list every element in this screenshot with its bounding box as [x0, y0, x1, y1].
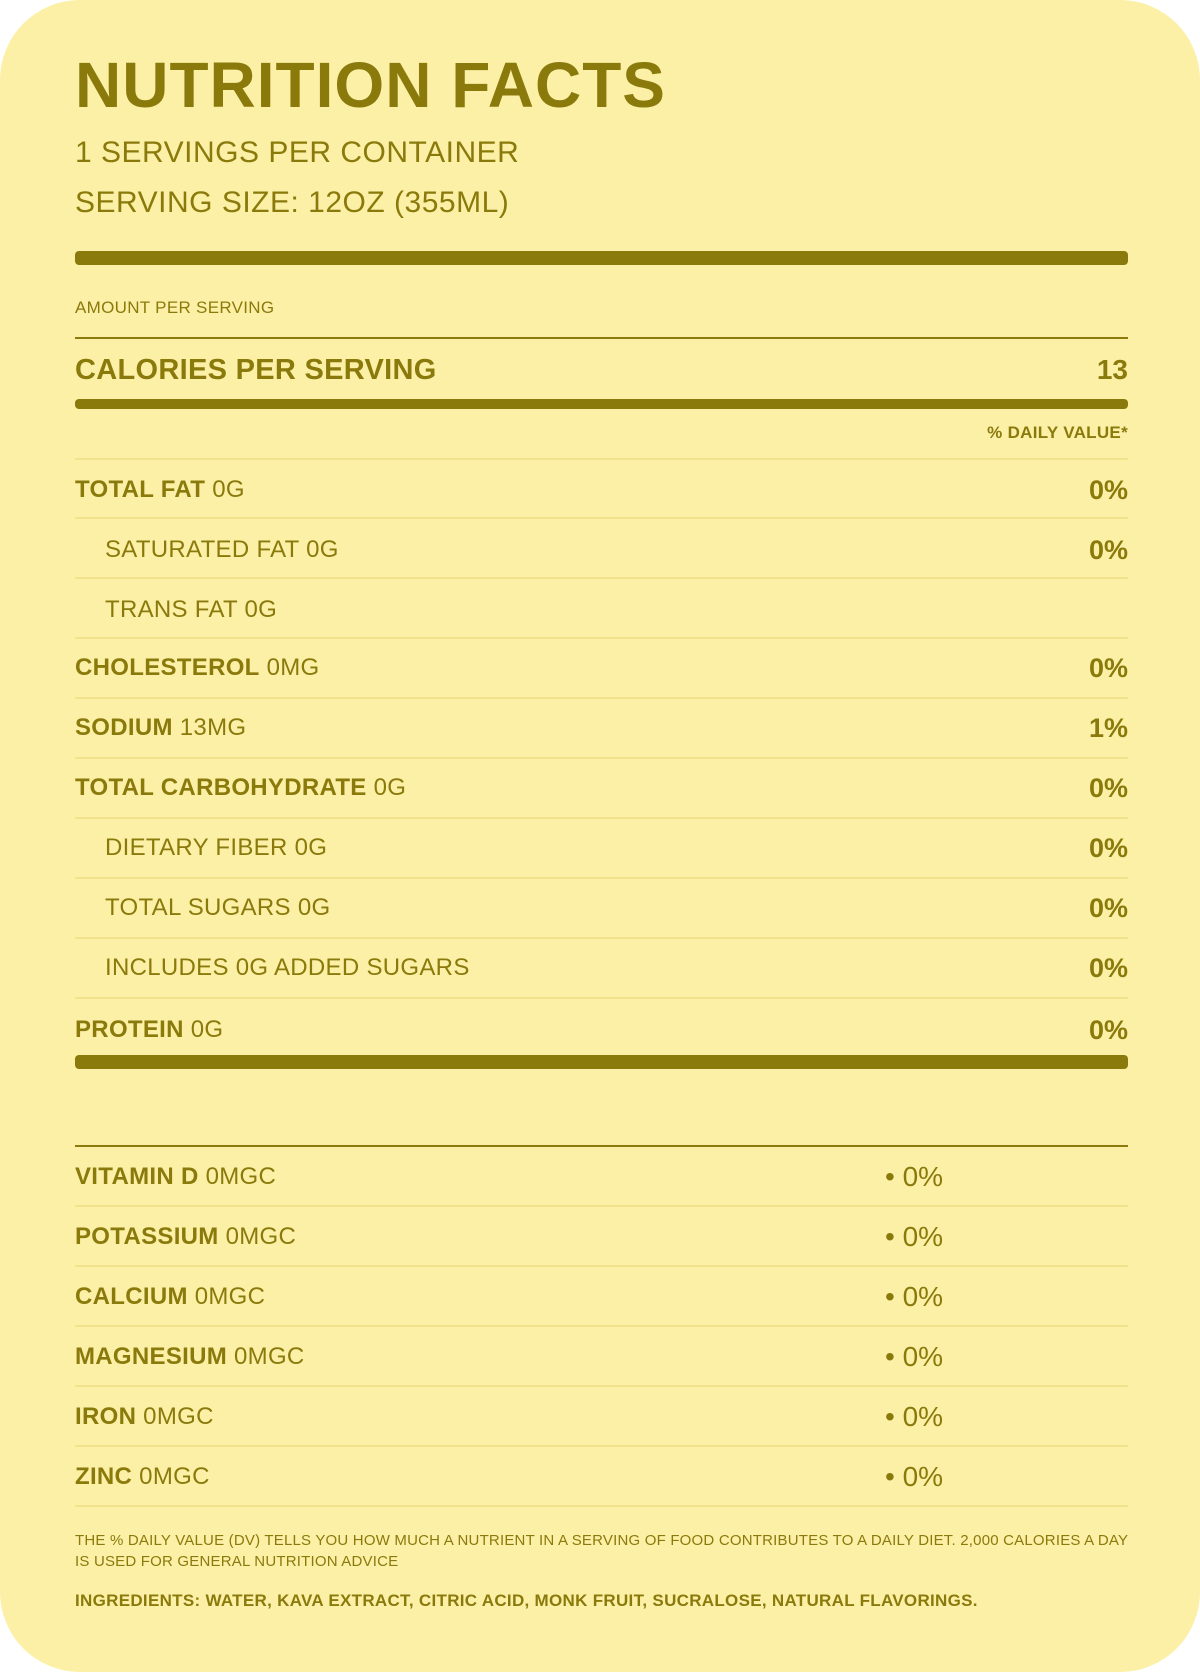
nutrient-dv: 0% [1088, 652, 1128, 683]
nutrient-amount: 0G [297, 894, 331, 921]
medium-divider [75, 399, 1128, 409]
row-divider [75, 1205, 1128, 1207]
vitamin-amount: 0MGC [194, 1283, 266, 1310]
calories-value: 13 [1096, 354, 1128, 385]
vitamin-dv: • 0% [885, 1221, 944, 1252]
nutrient-name: PROTEIN [75, 1016, 184, 1043]
calories-label: CALORIES PER SERVING [75, 353, 437, 386]
row-divider [75, 1325, 1128, 1327]
nutrient-row-dietary-fiber [75, 828, 1128, 868]
nutrient-dv: 1% [1088, 712, 1128, 743]
nutrient-name: INCLUDES 0G ADDED SUGARS [105, 954, 470, 981]
thick-divider [75, 1055, 1128, 1069]
divider [75, 1145, 1128, 1147]
row-divider [75, 1505, 1128, 1507]
nutrient-row-protein [75, 1010, 1128, 1050]
row-divider [75, 1445, 1128, 1447]
vitamin-row [75, 1217, 1128, 1257]
vitamin-amount: 0MGC [234, 1343, 305, 1370]
ingredients-list: INGREDIENTS: WATER, KAVA EXTRACT, CITRIC ACID, MONK FRUIT, SUCRALOSE, NATURAL FLAVORINGS. [75, 1591, 978, 1610]
row-divider [75, 458, 1128, 460]
nutrient-dv: 0% [1088, 892, 1128, 923]
nutrient-dv: 0% [1088, 474, 1128, 505]
amount-per-serving-label: AMOUNT PER SERVING [75, 298, 275, 317]
label-title: NUTRITION FACTS [75, 49, 666, 121]
vitamin-dv: • 0% [885, 1341, 944, 1372]
nutrient-amount: 0G [294, 834, 328, 861]
nutrient-amount: 0G [212, 476, 245, 503]
nutrient-name: TOTAL CARBOHYDRATE [75, 774, 367, 801]
vitamin-amount: 0MGC [139, 1463, 210, 1490]
nutrient-dv: 0% [1088, 534, 1128, 565]
nutrient-name: TRANS FAT [105, 596, 238, 623]
nutrient-amount: 0G [306, 536, 339, 563]
nutrient-amount: 0G [190, 1016, 224, 1043]
daily-value-footnote: THE % DAILY VALUE (DV) TELLS YOU HOW MUCH A NUTRIENT IN A SERVING OF FOOD CONTRIBUTES TO A DAILY DIET. 2,000 CALORIES A DAY IS USED FOR GENERAL NUTRITION ADVICE [75, 1532, 1128, 1570]
nutrient-name: DIETARY FIBER [105, 834, 288, 861]
calories-row [75, 350, 1128, 390]
vitamin-name: MAGNESIUM [75, 1343, 228, 1370]
nutrient-amount: 0G [244, 596, 278, 623]
vitamin-name: VITAMIN D [75, 1163, 199, 1190]
vitamin-dv: • 0% [885, 1461, 944, 1492]
vitamin-name: POTASSIUM [75, 1223, 219, 1250]
daily-value-header: % DAILY VALUE* [987, 423, 1128, 442]
nutrient-row-added-sugars [75, 948, 1128, 988]
thick-divider [75, 251, 1128, 265]
nutrient-row-cholesterol [75, 648, 1128, 688]
vitamin-dv: • 0% [885, 1161, 944, 1192]
row-divider [75, 937, 1128, 939]
row-divider [75, 517, 1128, 519]
nutrient-row-total-sugars [75, 888, 1128, 928]
vitamin-dv: • 0% [885, 1401, 944, 1432]
nutrient-name: SODIUM [75, 714, 173, 741]
nutrient-amount: 13MG [179, 714, 247, 741]
nutrient-amount: 0MG [266, 654, 320, 681]
row-divider [75, 1265, 1128, 1267]
vitamin-amount: 0MGC [143, 1403, 214, 1430]
nutrient-name: SATURATED FAT [105, 536, 300, 563]
vitamin-amount: 0MGC [205, 1163, 277, 1190]
vitamin-row [75, 1397, 1128, 1437]
row-divider [75, 1385, 1128, 1387]
vitamin-row [75, 1157, 1128, 1197]
nutrient-name: CHOLESTEROL [75, 654, 260, 681]
row-divider [75, 637, 1128, 639]
row-divider [75, 697, 1128, 699]
nutrient-name: TOTAL FAT [75, 476, 206, 503]
vitamin-dv: • 0% [885, 1281, 944, 1312]
vitamin-amount: 0MGC [225, 1223, 297, 1250]
vitamin-name: ZINC [75, 1463, 133, 1490]
servings-per-container: 1 SERVINGS PER CONTAINER [75, 136, 520, 169]
vitamin-row [75, 1457, 1128, 1497]
nutrient-row-saturated-fat [75, 530, 1128, 570]
nutrient-dv: 0% [1088, 772, 1128, 803]
vitamin-name: CALCIUM [75, 1283, 188, 1310]
row-divider [75, 757, 1128, 759]
nutrient-row-trans-fat [75, 590, 1128, 630]
nutrient-row-sodium [75, 708, 1128, 748]
row-divider [75, 997, 1128, 999]
vitamin-row [75, 1277, 1128, 1317]
row-divider [75, 877, 1128, 879]
serving-size: SERVING SIZE: 12OZ (355ML) [75, 186, 510, 219]
nutrient-name: TOTAL SUGARS [105, 894, 291, 921]
nutrient-dv: 0% [1088, 832, 1128, 863]
nutrient-dv: 0% [1088, 1014, 1128, 1045]
nutrient-amount: 0G [373, 774, 407, 801]
vitamin-row [75, 1337, 1128, 1377]
nutrient-row-total-fat [75, 470, 1128, 510]
row-divider [75, 577, 1128, 579]
vitamin-name: IRON [75, 1403, 137, 1430]
nutrient-dv: 0% [1088, 952, 1128, 983]
divider [75, 337, 1128, 339]
row-divider [75, 817, 1128, 819]
nutrient-row-total-carbohydrate [75, 768, 1128, 808]
